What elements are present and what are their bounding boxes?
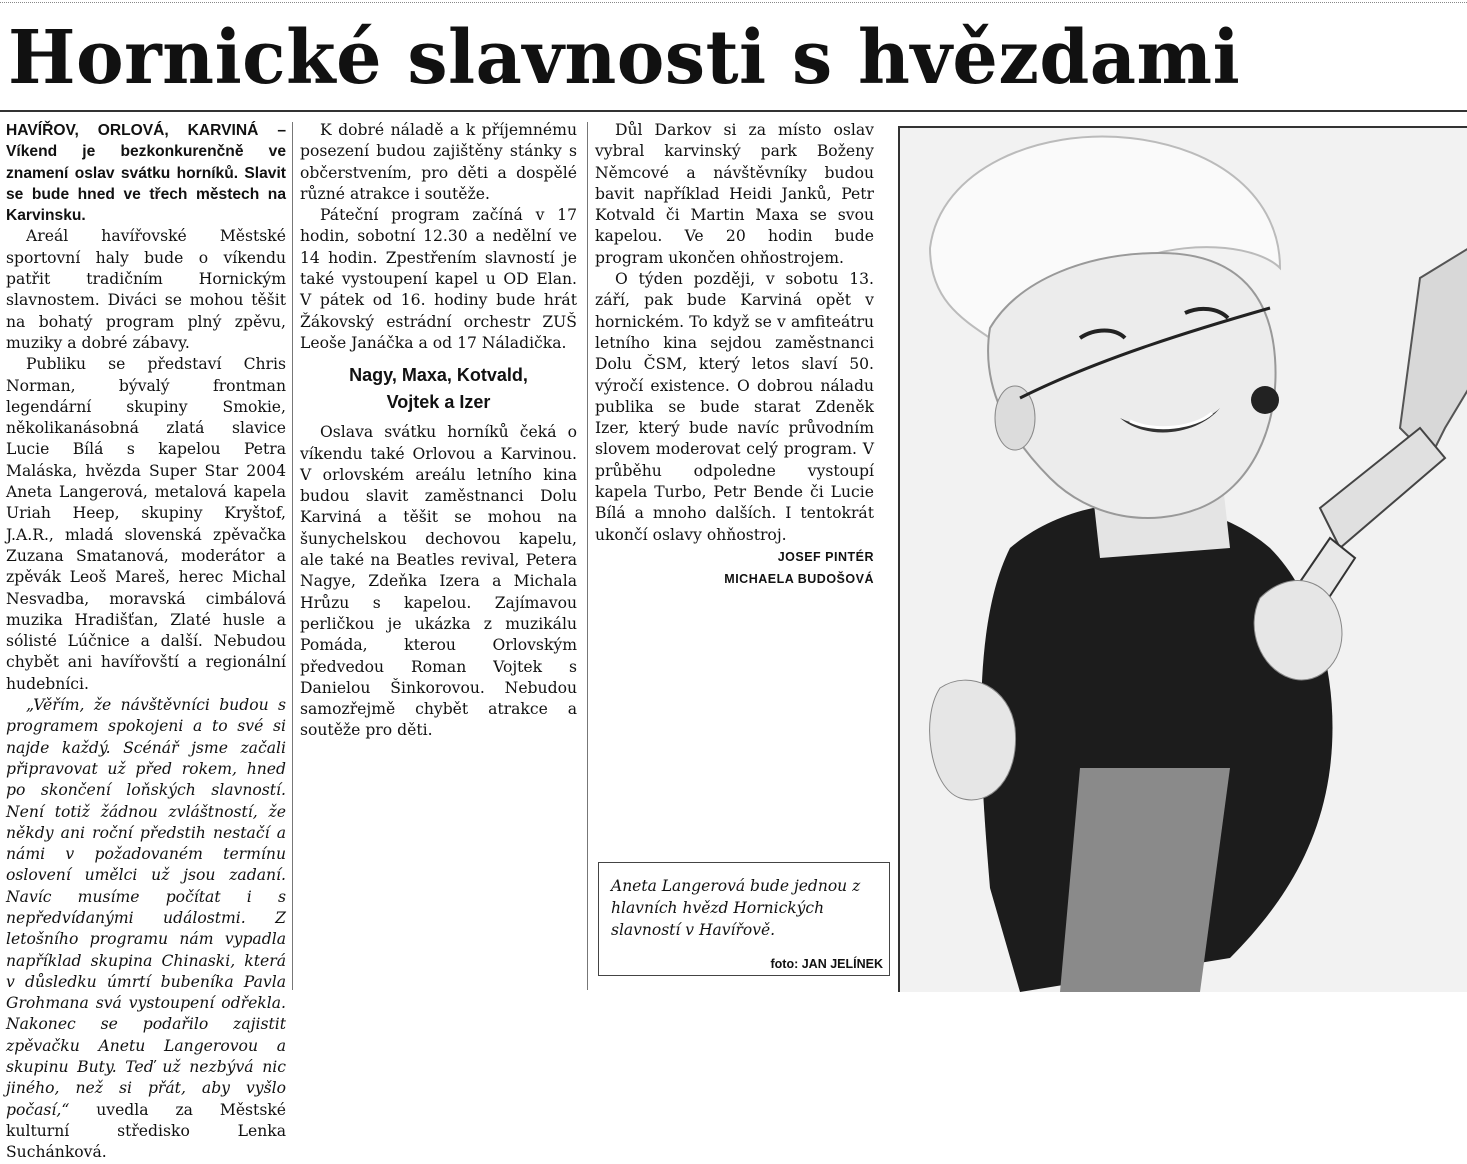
column-separator xyxy=(292,122,293,990)
article-paragraph: Oslava svátku horníků čeká o víkendu také Orlovou a Karvinou. V orlovském areálu letního kina budou slavit zaměstnanci Dolu Karviná a těšit se mohou na šunychelskou dechovou kapelu, ale také na Beatles revival, Petera Nagye, Zdeňka Izera a Michala Hrůzu s kapelou. Zajímavou perličkou je ukázka z muzikálu Pomáda, kterou Orlovským předvedou Roman Vojtek s Danielou Šinkorovou. Nebudou samozřejmě chybět atrakce a soutěže pro děti. xyxy=(300,423,577,740)
photo-illustration xyxy=(900,128,1467,992)
article-paragraph: Důl Darkov si za místo oslav vybral karvinský park Boženy Němcové a návštěvníky budou bavit například Heidi Janků, Petr Kotvald či Martin Maxa se svou kapelou. Ve 20 hodin bude program ukončen ohňostrojem. xyxy=(595,121,874,267)
article-column-1 xyxy=(6,120,286,1164)
photo xyxy=(898,126,1467,992)
headline-rule xyxy=(0,110,1467,112)
article-paragraph: Páteční program začíná v 17 hodin, sobotní 12.30 a nedělní ve 14 hodin. Zpestřením slavností je také vystoupení kapel u OD Elan. V pátek od 16. hodiny bude hrát Žákovský estrádní orchestr ZUŠ Leoše Janáčka a od 17 Náladička. xyxy=(300,206,577,352)
photo-caption: Aneta Langerová bude jednou z hlavních hvězd Hornických slavností v Havířově. xyxy=(611,877,861,939)
ear xyxy=(995,386,1035,450)
author-1: JOSEF PINTÉR xyxy=(777,549,874,564)
subheading-line-2: Vojtek a Izer xyxy=(386,392,491,413)
article-column-2-content xyxy=(300,120,577,742)
subheading-line-1: Nagy, Maxa, Kotvald, xyxy=(349,365,528,386)
column-separator xyxy=(587,122,588,990)
article-paragraph: O týden později, v sobotu 13. září, pak bude Karviná opět v hornickém. To když se v amfiteátru letního kina sejdou zaměstnanci Dolu ČSM, který letos slaví 50. výročí existence. O dobrou náladu publika se bude starat Zdeněk Izer, který bude navíc průvodním slovem moderovat celý program. V průběhu odpoledne vystoupí kapela Turbo, Petr Bende či Lucie Bílá a mnoho dalších. I tentokrát ukončí oslavy ohňostroj. xyxy=(595,270,874,544)
article-paragraph: Areál havířovské Městské sportovní haly bude o víkendu patřit tradičním Hornickým slavnostem. Diváci se mohou těšit na bohatý program plný zpěvu, muziky a dobré zábavy. xyxy=(6,227,286,352)
author-2: MICHAELA BUDOŠOVÁ xyxy=(724,571,874,586)
article-quote xyxy=(6,695,286,1164)
quote-text: „Věřím, že návštěvníci budou s programem spokojeni a to své si najde každý. Scénář jsme začali připravovat už před rokem, hned po skončení loňských slavností. Není totiž žádnou zvláštností, že někdy ani roční předstih nestačí a námi v požadovaném termínu oslovení umělci už jsou zadaní. Navíc musíme počítat i s nepředvídanými událostmi. Z letošního programu nám vypadla například skupina Chinaski, která v důsledku úmrtí bubeníka Pavla Grohmana svá vystoupení odřekla. Nakonec se podařilo zajistit zpěvačku Anetu Langerovou a skupinu Buty. Teď už nezbývá nic jiného, než si přát, aby vyšlo počasí,“ xyxy=(6,696,286,1119)
article-lead: HAVÍŘOV, ORLOVÁ, KARVINÁ – Víkend je bezkonkurenčně ve znamení oslav svátku horníků. Slavit se bude hned ve třech městech na Karvinsku. xyxy=(6,122,286,225)
hand-left xyxy=(930,680,1016,800)
photo-caption-box xyxy=(598,862,890,976)
microphone-icon xyxy=(1251,386,1279,414)
article-column-3-content xyxy=(595,120,874,590)
photo-credit: foto: JAN JELÍNEK xyxy=(770,957,883,971)
article-paragraph: Publiku se představí Chris Norman, bývalý frontman legendární skupiny Smokie, několikanásobná zlatá slavice Lucie Bílá s kapelou Petra Maláska, hvězda Super Star 2004 Aneta Langerová, metalová kapela Uriah Heep, skupiny Kryštof, J.A.R., mladá slovenská zpěvačka Zuzana Smatanová, moderátor a zpěvák Leoš Mareš, herec Michal Nesvadba, moravská cimbálová muzika Hradišťan, Zlaté husle a sólisté Lúčnice a další. Nebudou chybět ani havířovští a regionální hudebníci. xyxy=(6,355,286,693)
article-paragraph: K dobré náladě a k příjemnému posezení budou zajištěny stánky s občerstvením, pro děti a dospělé různé atrakce i soutěže. xyxy=(300,121,577,203)
subheading xyxy=(300,362,577,416)
top-dotted-rule xyxy=(0,2,1467,3)
headline: Hornické slavnosti s hvězdami xyxy=(8,15,1241,101)
quote-attribution: uvedla za Městské kulturní středisko Lenka Suchánková. xyxy=(6,1100,286,1162)
